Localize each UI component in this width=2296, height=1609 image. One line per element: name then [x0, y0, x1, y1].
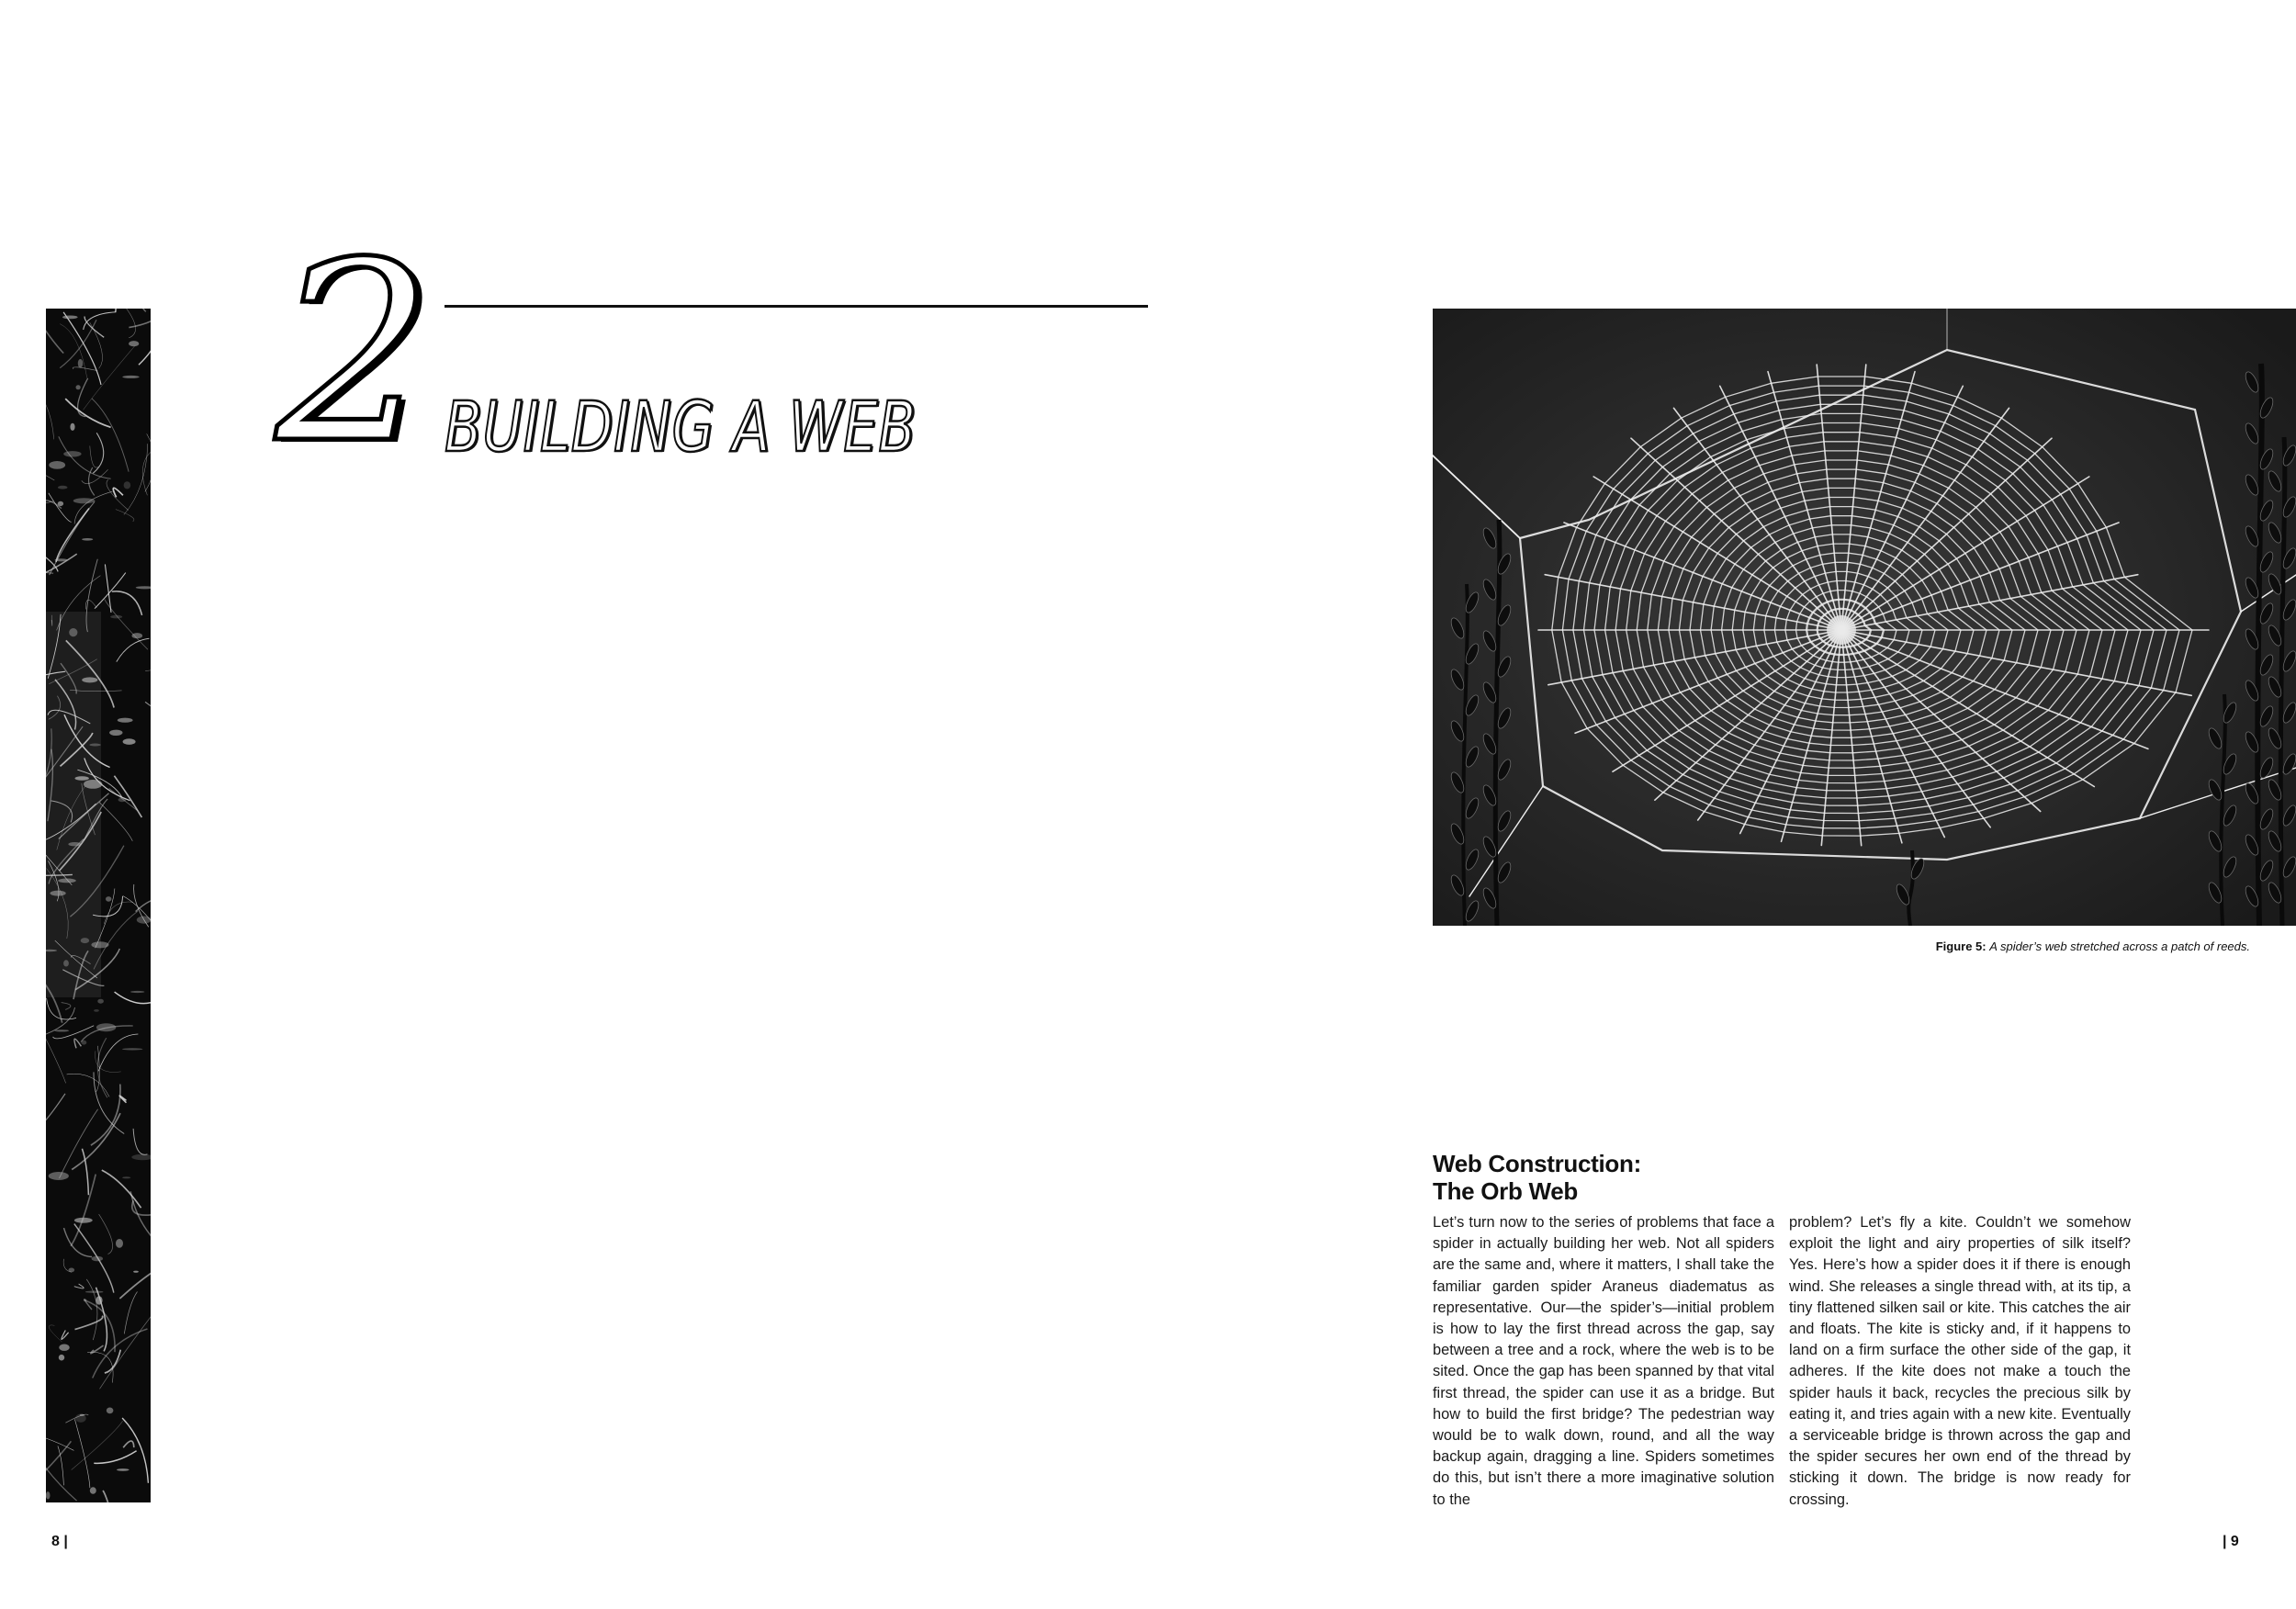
- section-heading-line2: The Orb Web: [1433, 1177, 1579, 1205]
- chapter-number: 2: [276, 208, 433, 498]
- chapter-title: BUILDING A WEB: [445, 386, 917, 467]
- figure-caption: [1936, 939, 2250, 955]
- body-column-right: problem? Let’s fly a kite. Couldn’t we somehow exploit the light and airy properties of silk itself? Yes. Here’s how a spider does it if there is enough wind. She releases a single thread with, at its tip, a tiny flattened silken sail or kite. This catches the air and floats. The kite is sticky and, if it happens to land on a firm surface the other side of the gap, it adheres. If the kite does not make a touch the spider hauls it back, recycles the precious silk by eating it, and tries again with a new kite. Eventually a serviceable bridge is thrown across the gap and the spider secures her own end of the thread by sticking it down. The bridge is now ready for crossing.: [1789, 1214, 2131, 1508]
- chapter-rule: [445, 305, 1148, 308]
- orb-web-image: [1433, 309, 2296, 926]
- body-column-left: Let’s turn now to the series of problems that face a spider in actually building her web. Not all spiders are the same and, where it matters, I shall take the familiar garden spider Araneus diadematus as representative. Our—the spider’s—initial problem is how to lay the first thread across the gap, say between a tree and a rock, where the web is to be sited. Once the gap has been spanned by that vital first thread, the spider can use it as a bridge. But how to build the first bridge? The pedestrian way would be to walk down, round, and all the way backup again, dragging a line. Spiders sometimes do this, but isn’t there a more imaginative solution to the: [1433, 1214, 1774, 1508]
- cobweb-image: [46, 309, 151, 1502]
- page-number-right: | 9: [2223, 1534, 2239, 1549]
- figure-caption-text: A spider’s web stretched across a patch of reeds.: [1989, 940, 2250, 953]
- section-heading: [1433, 1150, 1800, 1205]
- figure-label: Figure 5:: [1935, 940, 1986, 953]
- left-photo-strip: [46, 309, 151, 1502]
- spider-web-photo: [1433, 309, 2296, 926]
- section-heading-line1: Web Construction:: [1433, 1150, 1641, 1177]
- page-number-left: 8 |: [51, 1534, 68, 1549]
